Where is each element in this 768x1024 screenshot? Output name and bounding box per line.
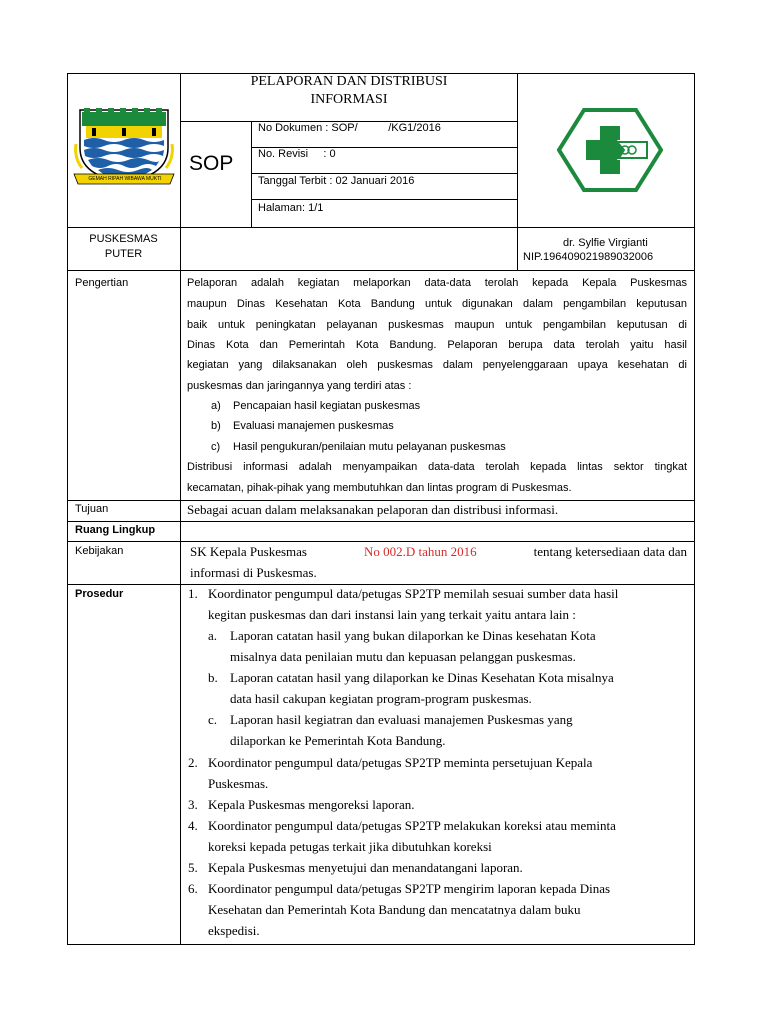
- list-marker: b): [211, 420, 221, 432]
- pengertian-line: baik untuk peningkatan pelayanan puskesmas maupun untuk pengambilan keputusan di: [187, 319, 687, 331]
- prosedur-line: Laporan hasil kegiatran dan evaluasi manajemen Puskesmas yang: [230, 712, 573, 727]
- divider: [67, 541, 694, 542]
- prosedur-line: Puskesmas.: [208, 776, 269, 791]
- distribusi-line: kecamatan, pihak-pihak yang membutuhkan dan lintas program di Puskesmas.: [187, 482, 572, 494]
- table-border-right: [694, 73, 695, 945]
- section-label-kebijakan: Kebijakan: [75, 545, 124, 557]
- divider: [67, 584, 694, 585]
- prosedur-line: dilaporkan ke Pemerintah Kota Bandung.: [230, 733, 446, 748]
- pengertian-line: puskesmas dan jaringannya yang terdiri atas :: [187, 380, 412, 392]
- prosedur-line: Kepala Puskesmas mengoreksi laporan.: [208, 797, 415, 812]
- document-title: [181, 73, 517, 109]
- section-label-pengertian: Pengertian: [75, 277, 129, 289]
- section-label-prosedur: Prosedur: [75, 588, 124, 600]
- prosedur-line: Kepala Puskesmas menyetujui dan menandatangani laporan.: [208, 860, 523, 875]
- divider: [251, 121, 252, 227]
- no-revisi: No. Revisi : 0: [258, 148, 336, 160]
- section-label-ruang-lingkup: Ruang Lingkup: [75, 524, 156, 536]
- kebijakan-suffix: tentang ketersediaan data dan: [533, 544, 687, 559]
- divider: [67, 227, 694, 228]
- kebijakan-sk-number: No 002.D tahun 2016: [363, 544, 477, 559]
- puskesmas-line: PUTER: [104, 248, 143, 260]
- tanggal-terbit: Tanggal Terbit : 02 Januari 2016: [258, 175, 415, 187]
- prosedur-line: koreksi kepada petugas terkait jika dibutuhkan koreksi: [208, 839, 492, 854]
- prosedur-line: Koordinator pengumpul data/petugas SP2TP melakukan koreksi atau meminta: [208, 818, 616, 833]
- distribusi-line: Distribusi informasi adalah menyampaikan data-data terolah kepada lintas sektor tingkat: [187, 461, 687, 473]
- prosedur-num: 6.: [188, 881, 198, 896]
- prosedur-line: misalnya data penilaian mutu dan kepuasan pelanggan puskesmas.: [230, 649, 576, 664]
- list-item: Pencapaian hasil kegiatan puskesmas: [233, 400, 421, 412]
- table-border-bottom: [67, 944, 695, 945]
- prosedur-line: kegitan puskesmas dan dari instansi lain yang terkait yaitu antara lain :: [208, 607, 576, 622]
- divider: [180, 73, 181, 945]
- prosedur-line: Laporan catatan hasil yang bukan dilaporkan ke Dinas kesehatan Kota: [230, 628, 596, 643]
- kebijakan-line2: informasi di Puskesmas.: [190, 565, 317, 580]
- tujuan-text: Sebagai acuan dalam melaksanakan pelaporan dan distribusi informasi.: [187, 502, 559, 517]
- prosedur-num: 2.: [188, 755, 198, 770]
- no-dokumen: No Dokumen : SOP/ /KG1/2016: [258, 122, 441, 134]
- list-marker: a): [211, 400, 221, 412]
- sop-label: SOP: [189, 152, 234, 175]
- prosedur-line: Kesehatan dan Pemerintah Kota Bandung dan mencatatnya dalam buku: [208, 902, 581, 917]
- list-item: Evaluasi manajemen puskesmas: [233, 420, 394, 432]
- divider: [251, 173, 517, 174]
- kebijakan-line1: [190, 544, 687, 560]
- prosedur-sub-marker: a.: [208, 628, 218, 643]
- pengertian-line: maupun Dinas Kesehatan Kota Bandung untuk digunakan dalam pengambilan keputusan: [187, 298, 687, 310]
- prosedur-num: 4.: [188, 818, 198, 833]
- prosedur-line: Laporan catatan hasil yang dilaporkan ke Dinas Kesehatan Kota misalnya: [230, 670, 614, 685]
- prosedur-line: Koordinator pengumpul data/petugas SP2TP mengirim laporan kepada Dinas: [208, 881, 611, 896]
- signer-nip: NIP.196409021989032006: [523, 251, 654, 263]
- prosedur-line: Koordinator pengumpul data/petugas SP2TP memilah sesuai sumber data hasil: [208, 586, 619, 601]
- prosedur-line: Koordinator pengumpul data/petugas SP2TP meminta persetujuan Kepala: [208, 755, 593, 770]
- emblem-ribbon-text: GEMAH RIPAH WIBAWA MUKTI: [88, 176, 162, 182]
- puskesmas-line: PUSKESMAS: [89, 233, 158, 245]
- prosedur-line: ekspedisi.: [208, 923, 260, 938]
- halaman: Halaman: 1/1: [258, 202, 324, 214]
- prosedur-num: 5.: [188, 860, 198, 875]
- signer-name: dr. Sylfie Virgianti: [563, 237, 648, 249]
- divider: [67, 500, 694, 501]
- prosedur-line: data hasil cakupan kegiatan program-program puskesmas.: [230, 691, 532, 706]
- table-border-left: [67, 73, 68, 945]
- pengertian-line: Pelaporan adalah kegiatan melaporkan data-data terolah kepada Kepala Puskesmas: [187, 277, 687, 289]
- city-emblem-logo: [72, 96, 176, 188]
- list-marker: c): [211, 441, 221, 453]
- prosedur-num: 1.: [188, 586, 198, 601]
- list-item: Hasil pengukuran/penilaian mutu pelayanan puskesmas: [233, 441, 506, 453]
- prosedur-sub-marker: b.: [208, 670, 218, 685]
- kebijakan-prefix: SK Kepala Puskesmas: [190, 544, 307, 559]
- divider: [251, 199, 517, 200]
- prosedur-num: 3.: [188, 797, 198, 812]
- divider: [517, 73, 518, 270]
- prosedur-sub-marker: c.: [208, 712, 218, 727]
- puskesmas-logo: [557, 108, 663, 192]
- section-label-tujuan: Tujuan: [75, 503, 109, 515]
- pengertian-line: Dinas Kota dan Pemerintah Kota Bandung. Pelaporan berupa data terolah yaitu hasil: [187, 339, 687, 351]
- title-line: PELAPORAN DAN DISTRIBUSI: [250, 74, 448, 89]
- title-line: INFORMASI: [310, 92, 388, 107]
- divider: [67, 521, 694, 522]
- pengertian-line: kegiatan yang dilaksanakan oleh puskesmas dalam penyelenggaraan upaya kesehatan di: [187, 359, 687, 371]
- puskesmas-name: [67, 232, 180, 262]
- divider: [67, 270, 694, 271]
